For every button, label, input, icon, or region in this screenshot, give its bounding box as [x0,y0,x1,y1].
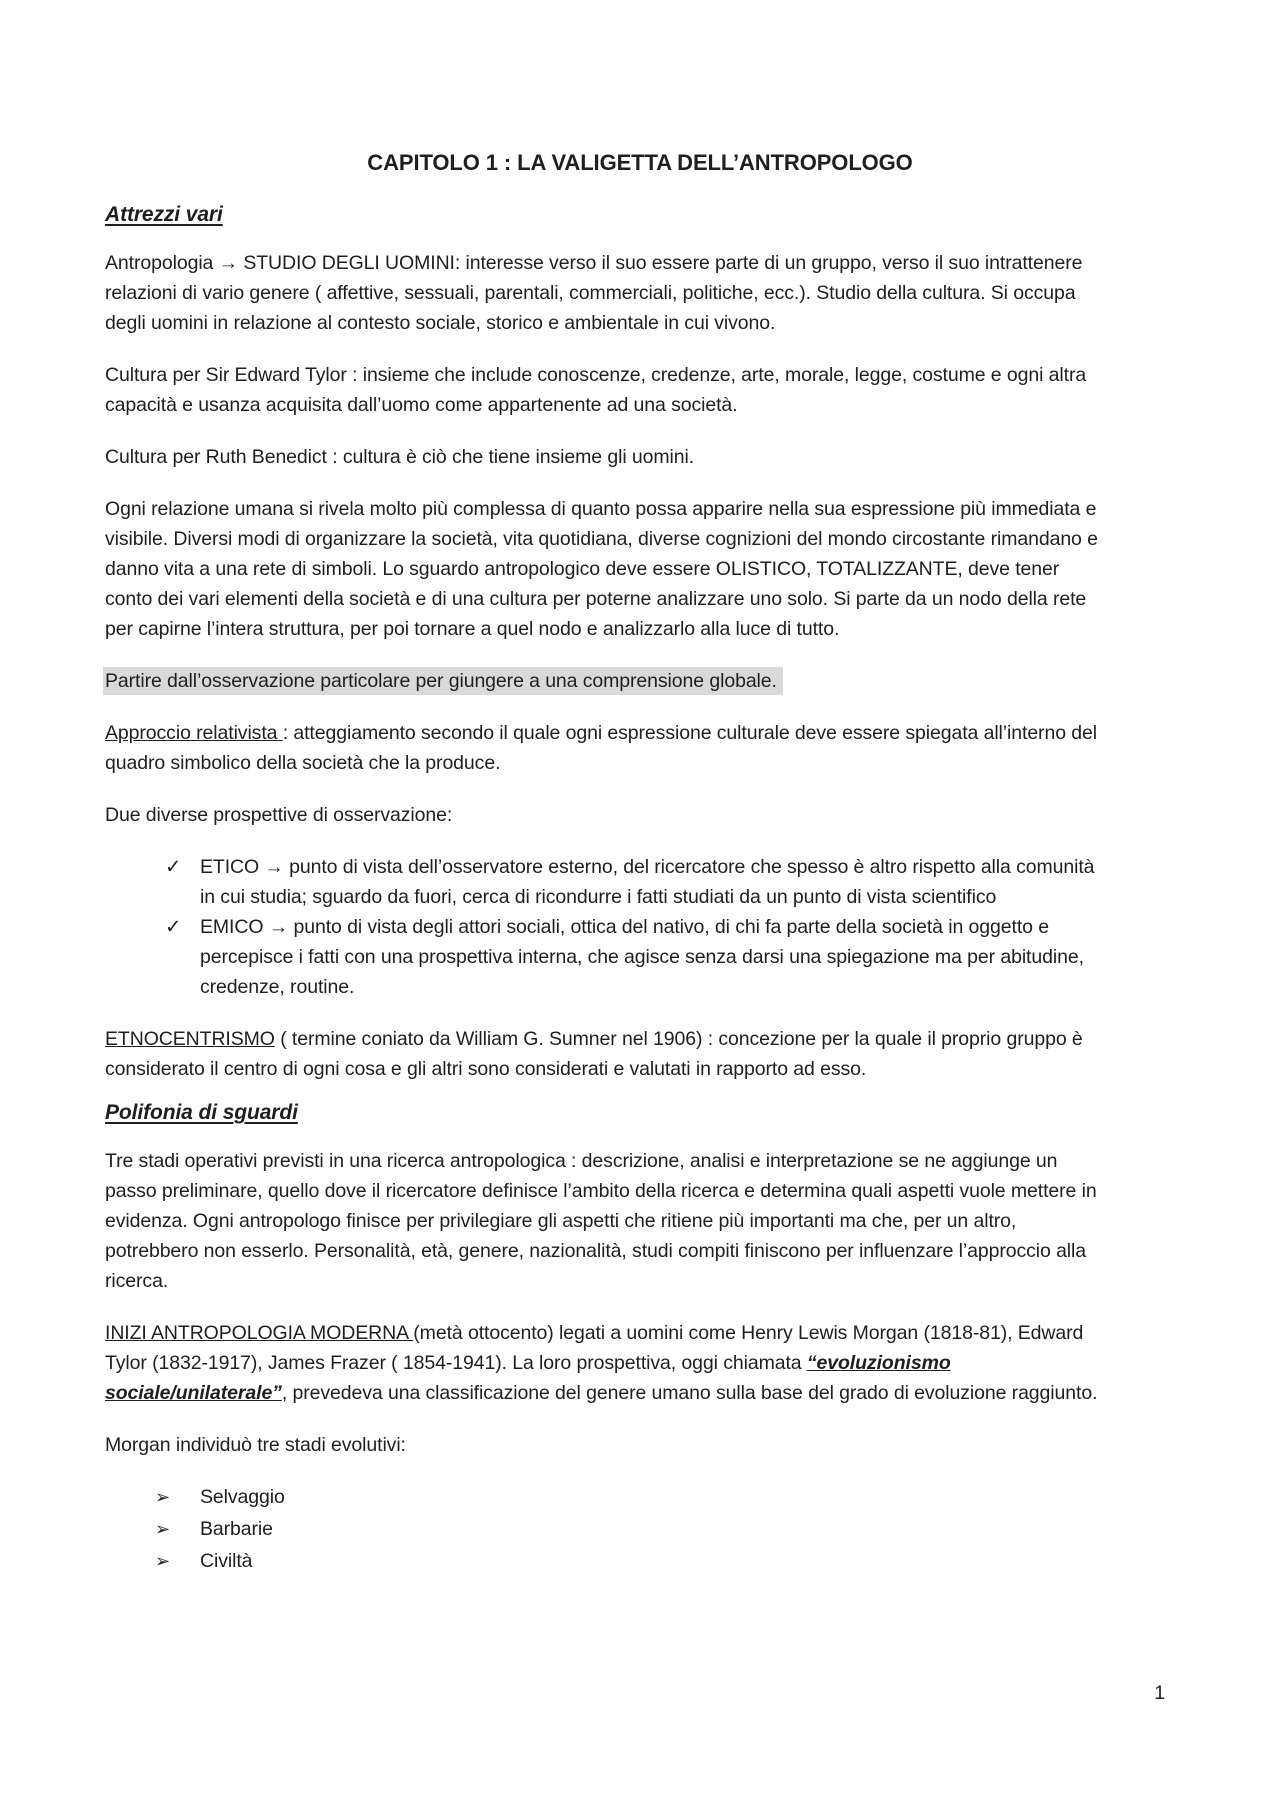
paragraph-highlighted [105,666,1110,696]
arrow-bullet-icon: ➢ [155,1551,170,1571]
paragraph-cultura-benedict: Cultura per Ruth Benedict : cultura è ciò che tiene insieme gli uomini. [105,446,695,468]
chapter-title: CAPITOLO 1 : LA VALIGETTA DELL’ANTROPOLOGO [367,150,913,175]
list-item-emico [105,912,1110,1002]
section-heading-polifonia: Polifonia di sguardi [105,1101,298,1124]
paragraph-due-prospettive: Due diverse prospettive di osservazione: [105,804,453,826]
list-item-text: Selvaggio [200,1486,285,1508]
perspectives-check-list [105,852,1110,1002]
list-item-text: ETICO → punto di vista dell’osservatore esterno, del ricercatore che spesso è altro rispetto alla comunità in cui studia; sguardo da fuori, cerca di ricondurre i fatti studiati da un punto di vista scientifico [200,856,1095,908]
arrow-bullet-icon: ➢ [155,1519,170,1539]
page-number: 1 [1154,1682,1165,1704]
paragraph-tre-stadi: Tre stadi operativi previsti in una ricerca antropologica : descrizione, analisi e interpretazione se ne aggiunge un passo preliminare, quello dove il ricercatore definisce l’ambito della ricerca e determina quali aspetti vuole mettere in evidenza. Ogni antropologo finisce per privilegiare gli aspetti che ritiene più importanti ma che, per un altro, potrebbero non esserlo. Personalità, età, genere, nazionalità, studi compiti finiscono per influenzare l’approccio alla ricerca. [105,1150,1097,1292]
paragraph-relazione-umana: Ogni relazione umana si rivela molto più complessa di quanto possa apparire nella sua espressione più immediata e visibile. Diversi modi di organizzare la società, vita quotidiana, diverse cognizioni del mondo circostante rimandano e danno vita a una rete di simboli. Lo sguardo antropologico deve essere OLISTICO, TOTALIZZANTE, deve tener conto dei vari elementi della società e di una cultura per poterne analizzare uno solo. Si parte da un nodo della rete per capirne l’intera struttura, per poi tornare a quel nodo e analizzarlo alla luce di tutto. [105,498,1098,640]
checkmark-icon: ✓ [165,856,182,878]
paragraph-morgan: Morgan individuò tre stadi evolutivi: [105,1434,406,1456]
evolutionary-stages-list [105,1482,1110,1576]
list-item-text: EMICO → punto di vista degli attori sociali, ottica del nativo, di chi fa parte della società in oggetto e percepisce i fatti con una prospettiva interna, che agisce senza darsi una spiegazione ma per abitudine, credenze, routine. [200,916,1084,998]
paragraph-approccio-relativista: Approccio relativista : atteggiamento secondo il quale ogni espressione culturale deve essere spiegata all’interno del quadro simbolico della società che la produce. [105,722,1097,774]
paragraph-etnocentrismo: ETNOCENTRISMO ( termine coniato da William G. Sumner nel 1906) : concezione per la quale il proprio gruppo è considerato il centro di ogni cosa e gli altri sono considerati e valutati in rapporto ad esso. [105,1028,1083,1080]
list-item-civilta [105,1546,1110,1576]
list-item-etico [105,852,1110,912]
highlighted-text: Partire dall’osservazione particolare per giungere a una comprensione globale. [103,667,783,695]
list-item-selvaggio [105,1482,1110,1512]
section-heading-attrezzi-vari: Attrezzi vari [105,203,223,226]
list-item-barbarie [105,1514,1110,1544]
checkmark-icon: ✓ [165,916,182,938]
paragraph-cultura-tylor: Cultura per Sir Edward Tylor : insieme che include conoscenze, credenze, arte, morale, legge, costume e ogni altra capacità e usanza acquisita dall’uomo come appartenente ad una società. [105,364,1087,416]
paragraph-inizi-antropologia: INIZI ANTROPOLOGIA MODERNA (metà ottocento) legati a uomini come Henry Lewis Morgan (1818-81), Edward Tylor (1832-1917), James Frazer ( 1854-1941). La loro prospettiva, oggi chiamata “evoluzionismo sociale/unilaterale”, prevedeva una classificazione del genere umano sulla base del grado di evoluzione raggiunto. [105,1322,1098,1404]
arrow-bullet-icon: ➢ [155,1487,170,1507]
list-item-text: Civiltà [200,1550,253,1572]
list-item-text: Barbarie [200,1518,273,1540]
paragraph-antropologia: Antropologia → STUDIO DEGLI UOMINI: interesse verso il suo essere parte di un gruppo, verso il suo intrattenere relazioni di vario genere ( affettive, sessuali, parentali, commerciali, politiche, ecc.). Studio della cultura. Si occupa degli uomini in relazione al contesto sociale, storico e ambientale in cui vivono. [105,252,1083,334]
